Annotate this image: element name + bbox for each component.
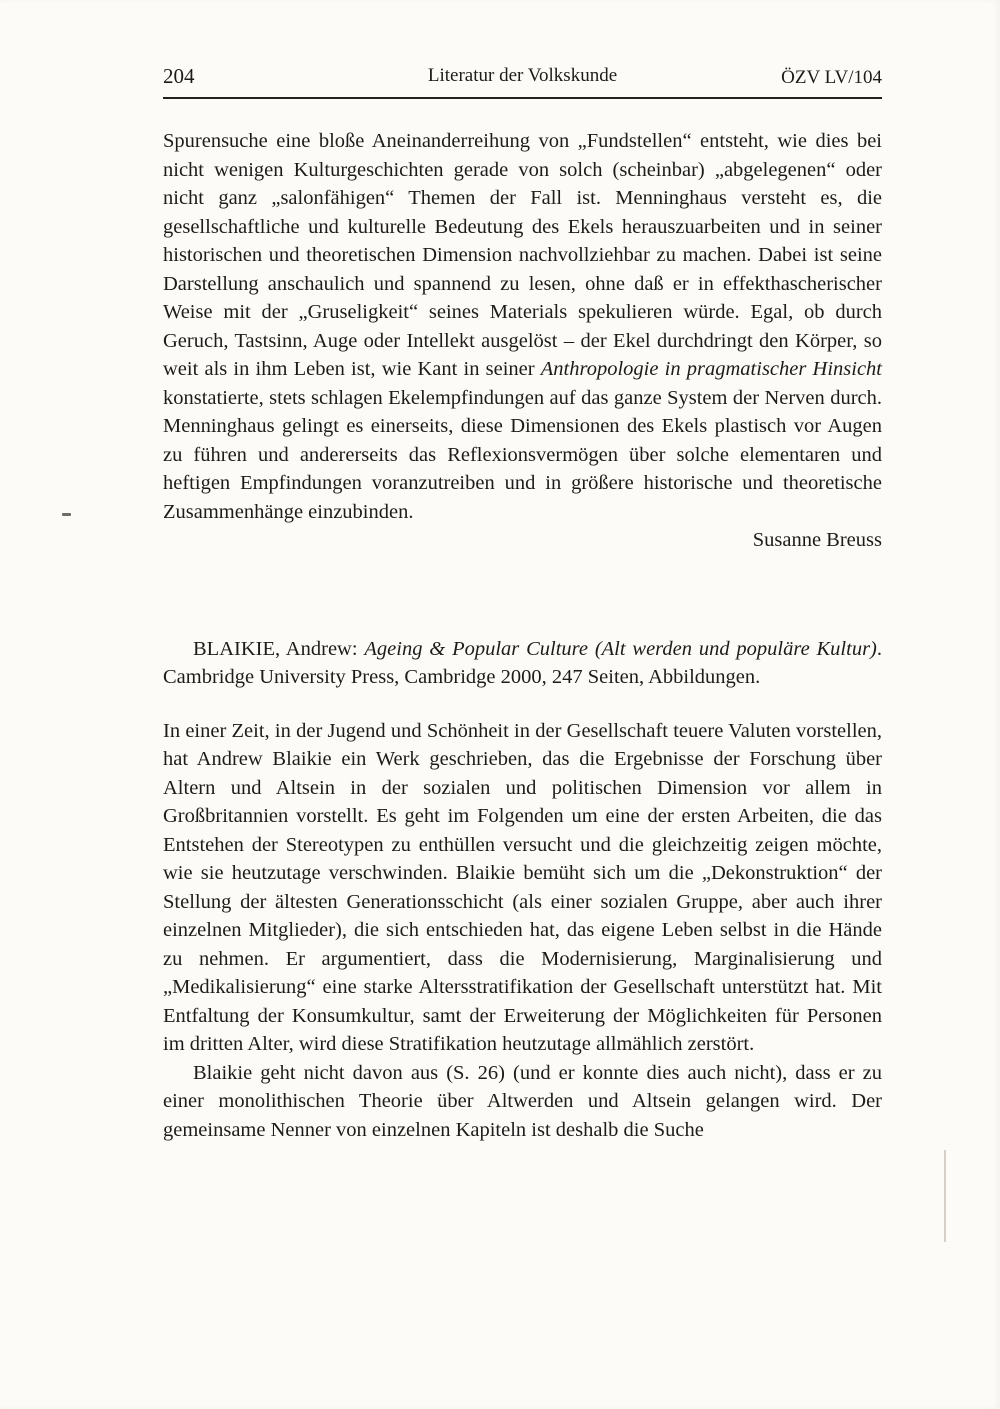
page-number: 204 [163,64,195,88]
issue-code: ÖZV LV/104 [781,67,882,88]
review-blaikie-paragraph-1: In einer Zeit, in der Jugend und Schönheit in der Gesellschaft teuere Valuten vorstellen, hat Andrew Blaikie ein Werk geschrieben, das die Ergebnisse der Forschung über Altern und Altsein in der sozialen und politischen Dimension vor allem in Großbritannien vorstellt. Es geht im Folgenden um eine der ersten Arbeiten, die das Entstehen der Stereotypen zu enthüllen versucht und die gleichzeitig zeigen möchte, wie sie heutzutage verschwinden. Blaikie bemüht sich um die „Dekonstruktion“ der Stellung der ältesten Generationsschicht (als einer sozialen Gruppe, aber auch ihrer einzelnen Mitglieder), die sich entschieden hat, das eigene Leben selbst in die Hände zu nehmen. Er argumentiert, dass die Modernisierung, Marginalisierung und „Medikalisierung“ eine starke Altersstratifikation der Gesellschaft unterstützt hat. Mit Entfaltung der Konsumkultur, samt der Erweiterung der Möglichkeiten für Personen im dritten Alter, wird diese Stratifikation heutzutage allmählich zerstört. [163,719,882,1055]
reviewer-signature: Susanne Breuss [752,529,882,551]
cited-work-title: Anthropologie in pragmatischer Hinsicht [540,358,882,380]
book-title: Ageing & Popular Culture (Alt werden und populäre Kultur) [364,637,877,660]
scan-artifact-margin-mark [62,513,71,516]
running-title: Literatur der Volkskunde [427,65,618,86]
review-blaikie-heading [163,635,882,692]
paragraph-text-lead: Spurensuche eine bloße Aneinanderreihung von „Fundstellen“ entsteht, wie dies bei nicht wenigen Kulturgeschichten gerade von solch (scheinbar) „abgelegenen“ oder nicht ganz „salonfähigen“ Themen der Fall ist. Menninghaus versteht es, die gesellschaftliche und kulturelle Bedeutung des Ekels herauszuarbeiten und in seiner historischen und theoretischen Dimension nachvollziehbar zu machen. Dabei ist seine Darstellung anschaulich und spannend zu lesen, ohne daß er in effekthascherischer Weise mit der „Gruseligkeit“ seines Materials spekulieren würde. Egal, ob durch Geruch, Tastsinn, Auge oder Intellekt ausgelöst – der Ekel durchdringt den Körper, so weit als in ihm Leben ist, wie Kant in seiner [163,130,882,380]
scan-artifact-edge-line [944,1150,946,1242]
review-menninghaus-paragraph [163,127,882,526]
paragraph-text-tail: konstatierte, stets schlagen Ekelempfindungen auf das ganze System der Nerven durch. Menninghaus gelingt es einerseits, diese Dimensionen des Ekels plastisch vor Augen zu führen und andererseits das Reflexionsvermögen über solche elementaren und heftigen Empfindungen voranzutreiben und in größere historische und theoretische Zusammenhänge einzubinden. [163,386,882,523]
header-rule [163,97,882,99]
book-publication-info: . Cambridge University Press, Cambridge 2000, 247 Seiten, Abbildungen. [163,637,882,688]
page-content [163,64,882,1144]
review-blaikie-paragraph-2: Blaikie geht nicht davon aus (S. 26) (und er konnte dies auch nicht), dass er zu einer monolithischen Theorie über Altwerden und Altsein gelangen wird. Der gemeinsame Nenner von einzelnen Kapiteln ist deshalb die Suche [163,1061,882,1141]
book-author: BLAIKIE, Andrew: [193,637,365,660]
page-header [163,64,882,90]
